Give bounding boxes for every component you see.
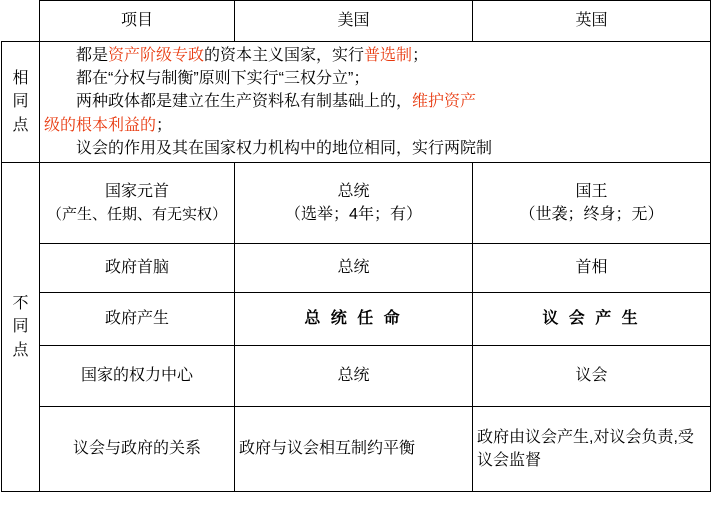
row-label-power-center: 国家的权力中心 xyxy=(40,345,235,406)
side-label-same-char-2: 同 xyxy=(12,93,29,111)
sim-1-text-c: ； xyxy=(412,47,429,64)
sim-4-highlight-1: 级的根本利益的 xyxy=(44,116,157,134)
row-label-parliament-government-relation: 议会与政府的关系 xyxy=(40,406,235,491)
table-header-row xyxy=(2,1,711,42)
difference-row-2 xyxy=(2,243,711,292)
header-corner xyxy=(2,1,40,42)
row-label-head-of-state-main: 国家元首 xyxy=(104,183,169,201)
cell-us-head-of-state-main: 总统 xyxy=(337,182,370,200)
header-uk: 英国 xyxy=(473,1,711,42)
similarity-line-2: 都在“分权与制衡”原则下实行“三权分立”； xyxy=(76,70,370,88)
cell-uk-head-of-state-sub: （世袭；终身；无） xyxy=(519,205,664,223)
comparison-table xyxy=(1,0,711,492)
cell-us-parliament-government-relation: 政府与议会相互制约平衡 xyxy=(235,406,473,491)
cell-us-power-center: 总统 xyxy=(235,345,473,406)
header-us: 美国 xyxy=(235,1,473,42)
similarity-line-5: 议会的作用及其在国家权力机构中的地位相同，实行两院制 xyxy=(76,139,493,157)
sim-1-text-a: 都是 xyxy=(76,47,109,64)
cell-us-head-of-state-sub: （选举；4年；有） xyxy=(285,205,422,223)
similarities-content xyxy=(40,42,711,163)
row-label-head-of-government: 政府首脑 xyxy=(40,243,235,292)
row-label-head-of-state-sub: （产生、任期、有无实权） xyxy=(46,205,227,223)
sim-1-text-b: 的资本主义国家，实行 xyxy=(204,47,365,64)
cell-us-head-of-state xyxy=(235,162,473,243)
sim-1-highlight-1: 资产阶级专政 xyxy=(108,47,205,64)
similarity-line-3 xyxy=(44,90,706,113)
cell-us-head-of-government: 总统 xyxy=(235,243,473,292)
difference-row-5 xyxy=(2,406,711,491)
cell-uk-power-center: 议会 xyxy=(473,345,711,406)
cell-uk-head-of-government: 首相 xyxy=(473,243,711,292)
similarity-line-4 xyxy=(44,114,706,137)
side-label-diff xyxy=(2,162,40,491)
cell-uk-head-of-state-main: 国王 xyxy=(575,182,608,200)
similarities-row xyxy=(2,42,711,163)
side-label-diff-char-2: 同 xyxy=(12,318,29,336)
difference-row-1 xyxy=(2,162,711,243)
side-label-diff-char-3: 点 xyxy=(12,341,29,359)
row-label-government-formation: 政府产生 xyxy=(40,292,235,345)
header-item: 项目 xyxy=(40,1,235,42)
cell-us-government-formation: 总 统 任 命 xyxy=(235,292,473,345)
side-label-same xyxy=(2,42,40,163)
similarity-line-1 xyxy=(44,44,706,67)
row-label-head-of-state xyxy=(40,162,235,243)
sim-3-highlight-1: 维护资产 xyxy=(412,93,477,111)
side-label-same-char-1: 相 xyxy=(12,70,29,88)
side-label-same-char-3: 点 xyxy=(12,116,29,134)
sim-4-text-b: ； xyxy=(156,116,173,134)
cell-uk-head-of-state xyxy=(473,162,711,243)
side-label-diff-char-1: 不 xyxy=(12,295,29,313)
sim-1-highlight-2: 普选制 xyxy=(364,47,413,64)
difference-row-4 xyxy=(2,345,711,406)
cell-uk-government-formation: 议 会 产 生 xyxy=(473,292,711,345)
difference-row-3 xyxy=(2,292,711,345)
sim-3-text-a: 两种政体都是建立在生产资料私有制基础上的， xyxy=(76,93,413,111)
cell-uk-parliament-government-relation: 政府由议会产生,对议会负责,受议会监督 xyxy=(473,406,711,491)
